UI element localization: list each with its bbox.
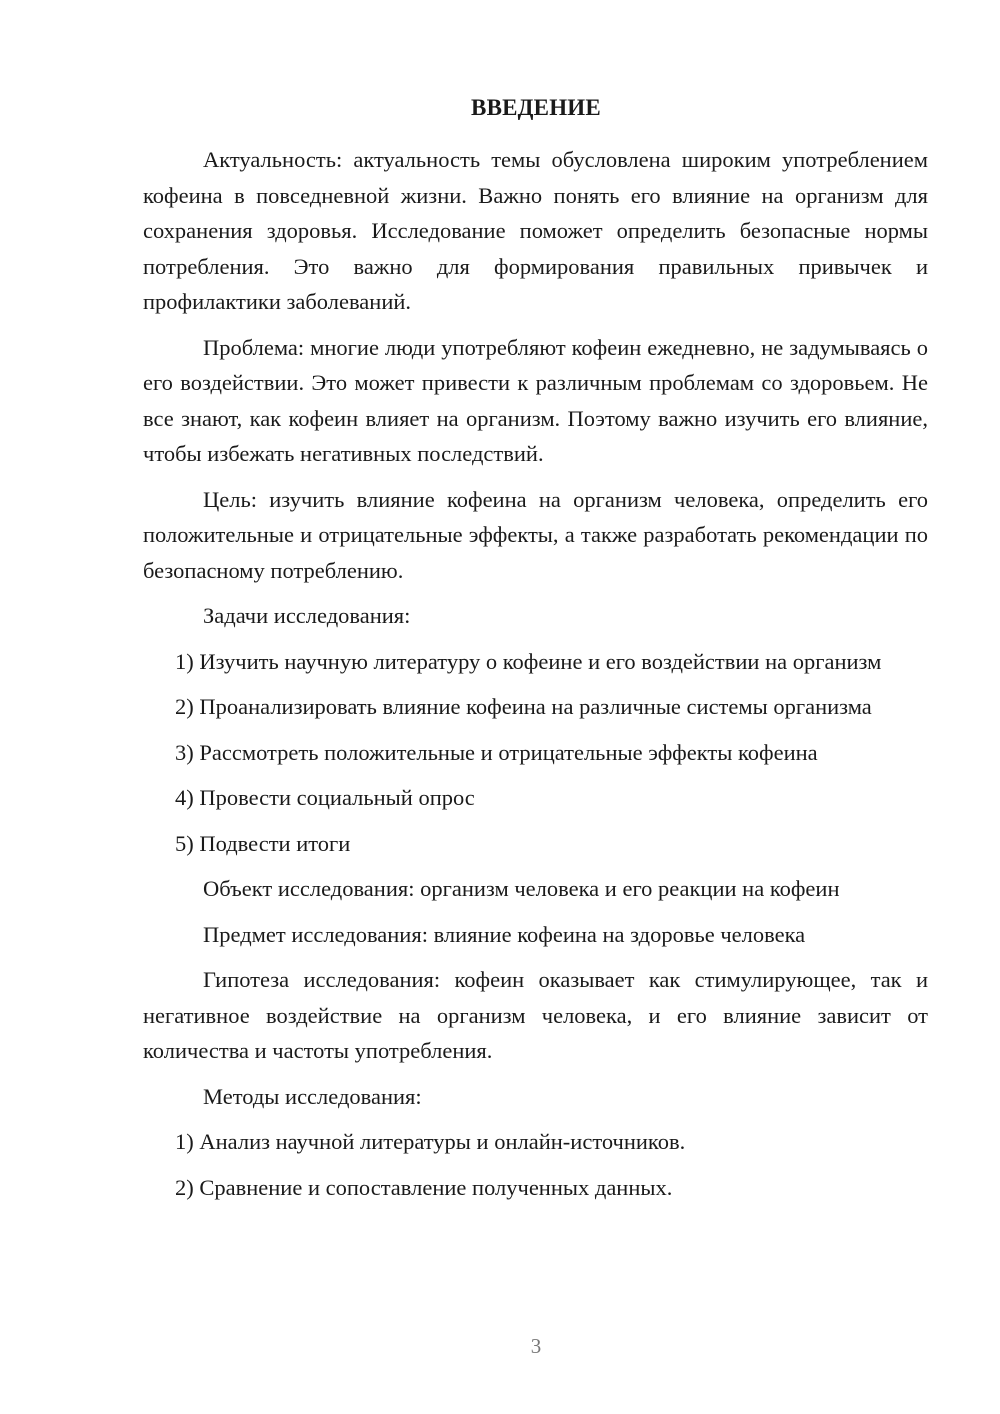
task-item: 4) Провести социальный опрос (175, 785, 475, 810)
task-item: 2) Проанализировать влияние кофеина на различные системы организма (175, 694, 872, 719)
task-item: 1) Изучить научную литературу о кофеине и его воздействии на организм (175, 648, 882, 674)
paragraph-subject: Предмет исследования: влияние кофеина на здоровье человека (203, 921, 806, 947)
methods-heading: Методы исследования: (203, 1083, 422, 1109)
paragraph-object: Объект исследования: организм человека и его реакции на кофеин (203, 876, 840, 901)
paragraph-problem: Проблема: многие люди употребляют кофеин ежедневно, не задумываясь о его воздействии. Это может привести к различным проблемам со здоровьем. Не все знают, как кофеин влияет на организм. Поэтому важно изучить его влияние, чтобы избежать негативных последствий. (143, 334, 928, 466)
page-number: 3 (530, 1334, 542, 1358)
paragraph-goal: Цель: изучить влияние кофеина на организм человека, определить его положительные и отрицательные эффекты, а также разработать рекомендации по безопасному потреблению. (143, 486, 928, 583)
method-item: 2) Сравнение и сопоставление полученных данных. (175, 1174, 673, 1200)
section-title: ВВЕДЕНИЕ (471, 95, 601, 120)
paragraph-relevance: Актуальность: актуальность темы обусловлена широким употреблением кофеина в повседневной жизни. Важно понять его влияние на организм для сохранения здоровья. Исследование поможет определить безопасные нормы потребления. Это важно для формирования правильных привычек и профилактики заболеваний. (143, 147, 928, 314)
tasks-heading: Задачи исследования: (203, 603, 411, 628)
document-body (143, 142, 928, 1205)
task-item: 3) Рассмотреть положительные и отрицательные эффекты кофеина (175, 739, 818, 765)
task-item: 5) Подвести итоги (175, 830, 351, 856)
method-item: 1) Анализ научной литературы и онлайн-источников. (175, 1129, 686, 1154)
paragraph-hypothesis: Гипотеза исследования: кофеин оказывает как стимулирующее, так и негативное воздействие на организм человека, и его влияние зависит от количества и частоты употребления. (143, 967, 928, 1063)
